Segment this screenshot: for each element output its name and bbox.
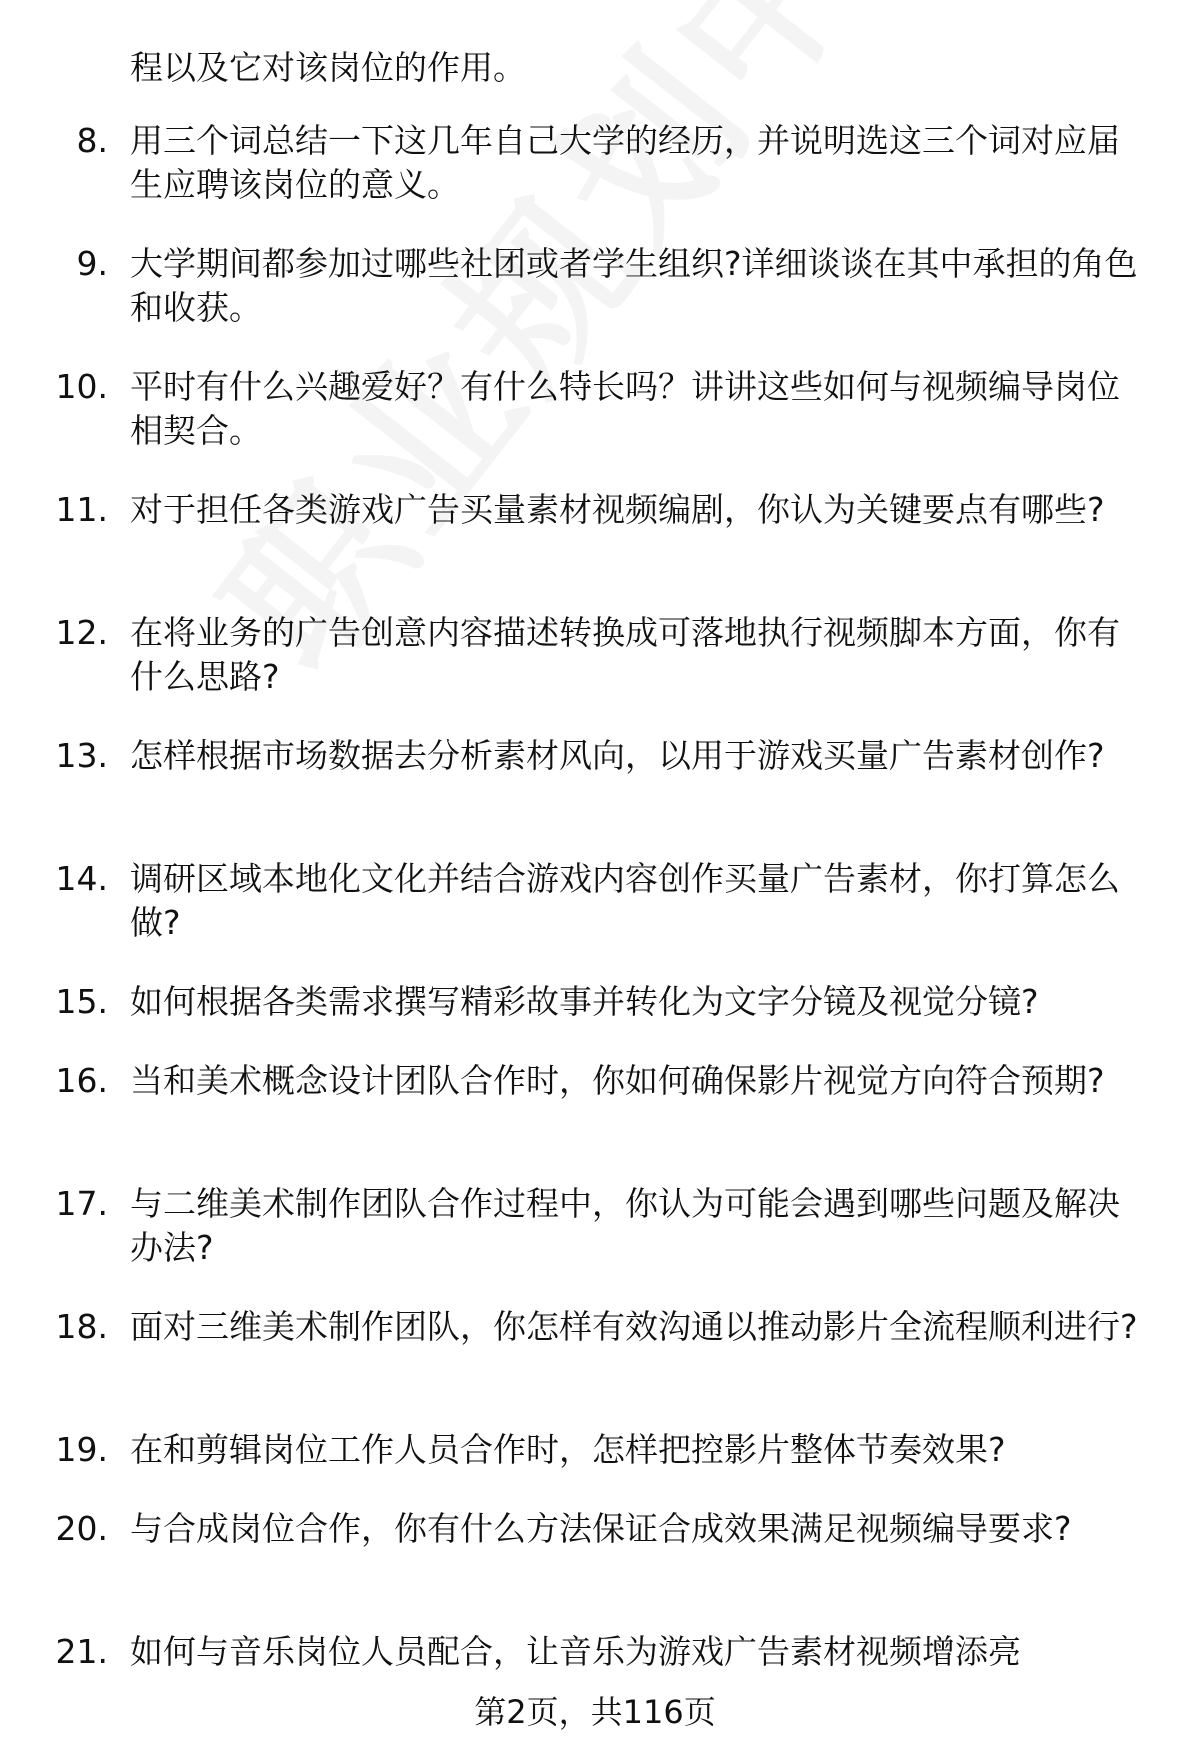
page-footer: 第2页，共116页 bbox=[474, 1693, 716, 1731]
question-text: 平时有什么兴趣爱好？有什么特长吗？讲讲这些如何与视频编导岗位相契合。 bbox=[130, 367, 1120, 450]
question-number: 11. bbox=[55, 490, 108, 529]
question-text: 面对三维美术制作团队，你怎样有效沟通以推动影片全流程顺利进行? bbox=[130, 1307, 1138, 1346]
question-text: 在和剪辑岗位工作人员合作时，怎样把控影片整体节奏效果? bbox=[130, 1430, 1006, 1469]
question-list bbox=[0, 119, 1190, 1709]
question-item bbox=[0, 488, 1190, 576]
question-number: 19. bbox=[55, 1430, 108, 1469]
question-text: 与二维美术制作团队合作过程中，你认为可能会遇到哪些问题及解决办法? bbox=[130, 1184, 1120, 1267]
question-item bbox=[0, 1305, 1190, 1393]
question-item bbox=[0, 1182, 1190, 1270]
question-text: 大学期间都参加过哪些社团或者学生组织?详细谈谈在其中承担的角色和收获。 bbox=[130, 244, 1138, 327]
question-item bbox=[0, 1059, 1190, 1147]
question-number: 14. bbox=[55, 859, 108, 898]
question-number: 20. bbox=[55, 1509, 108, 1548]
question-number: 21. bbox=[55, 1632, 108, 1671]
question-number: 12. bbox=[55, 613, 108, 652]
question-item bbox=[0, 1507, 1190, 1595]
question-number: 13. bbox=[55, 736, 108, 775]
question-text: 在将业务的广告创意内容描述转换成可落地执行视频脚本方面，你有什么思路? bbox=[130, 613, 1120, 696]
question-number: 15. bbox=[55, 982, 108, 1021]
question-number: 10. bbox=[55, 367, 108, 406]
question-text: 如何与音乐岗位人员配合，让音乐为游戏广告素材视频增添亮 bbox=[130, 1632, 1021, 1671]
question-text: 如何根据各类需求撰写精彩故事并转化为文字分镜及视觉分镜? bbox=[130, 982, 1039, 1021]
question-number: 16. bbox=[55, 1061, 108, 1100]
question-text: 当和美术概念设计团队合作时，你如何确保影片视觉方向符合预期? bbox=[130, 1061, 1105, 1100]
question-text: 调研区域本地化文化并结合游戏内容创作买量广告素材，你打算怎么做? bbox=[130, 859, 1120, 942]
question-number: 9. bbox=[76, 244, 108, 283]
question-text: 怎样根据市场数据去分析素材风向，以用于游戏买量广告素材创作? bbox=[130, 736, 1105, 775]
question-item bbox=[0, 365, 1190, 453]
question-number: 8. bbox=[76, 121, 108, 160]
question-item bbox=[0, 1630, 1190, 1674]
question-text: 与合成岗位合作，你有什么方法保证合成效果满足视频编导要求? bbox=[130, 1509, 1072, 1548]
question-number: 17. bbox=[55, 1184, 108, 1223]
question-item bbox=[0, 242, 1190, 330]
question-number: 18. bbox=[55, 1307, 108, 1346]
question-text: 用三个词总结一下这几年自己大学的经历，并说明选这三个词对应届生应聘该岗位的意义。 bbox=[130, 121, 1120, 204]
question-text: 对于担任各类游戏广告买量素材视频编剧，你认为关键要点有哪些? bbox=[130, 490, 1105, 529]
question-item bbox=[0, 734, 1190, 822]
question-item bbox=[0, 980, 1190, 1024]
question-item bbox=[0, 119, 1190, 207]
question-item bbox=[0, 611, 1190, 699]
continuation-text: 程以及它对该岗位的作用。 bbox=[130, 48, 526, 87]
question-item bbox=[0, 857, 1190, 945]
question-item bbox=[0, 1428, 1190, 1472]
